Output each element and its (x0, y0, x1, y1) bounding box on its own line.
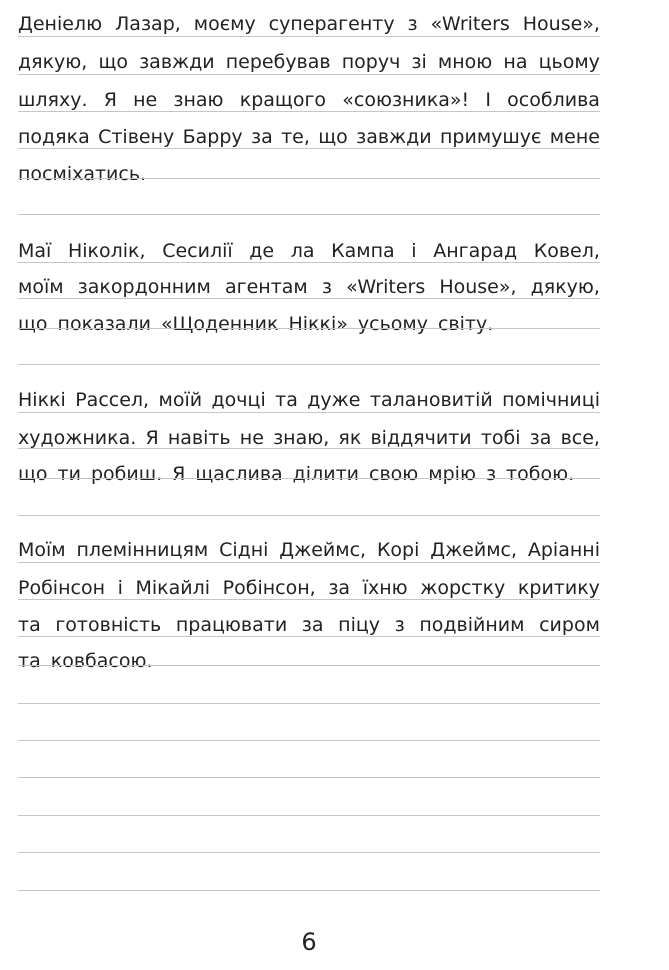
word: перебував (225, 51, 331, 73)
text-line (18, 605, 600, 635)
word: що (318, 126, 348, 148)
word: суперагенту (268, 13, 395, 35)
text-line (18, 154, 600, 184)
word: кращого (239, 89, 327, 111)
text-line (18, 80, 600, 110)
word: Сесилії (162, 240, 233, 262)
ruled-line (18, 777, 600, 778)
word: Лазар, (115, 13, 181, 35)
word: моїй (158, 389, 203, 411)
word: подяка (18, 126, 90, 148)
word: Маї (18, 240, 52, 262)
word: з (407, 13, 418, 35)
word: і (117, 577, 123, 599)
word: завжди (139, 51, 215, 73)
ruled-line (18, 599, 600, 600)
word: Стівену (98, 126, 175, 148)
word: House», (522, 13, 600, 35)
ruled-line (18, 703, 600, 704)
word: за (250, 126, 273, 148)
word: знаю (173, 89, 224, 111)
word: Деніелю (18, 13, 103, 35)
word: «Writers (346, 276, 426, 298)
ruled-line (18, 636, 600, 637)
word: Я (172, 463, 186, 485)
word: робиш. (90, 463, 163, 485)
word: дочці (211, 389, 266, 411)
word: знаю, (273, 427, 330, 449)
word: віддячити (370, 427, 472, 449)
word: Ніккі» (288, 313, 348, 335)
word: все, (560, 427, 600, 449)
word: І (485, 89, 491, 111)
word: Джеймс, (430, 539, 518, 561)
ruled-line (18, 478, 600, 479)
word: примушує (439, 126, 542, 148)
text-line (18, 267, 600, 297)
word: мрію (428, 463, 476, 485)
word: помічниці (502, 389, 600, 411)
word: Ангарад (433, 240, 518, 262)
word: Моїм (18, 539, 66, 561)
word: що (18, 463, 48, 485)
word: ділити (292, 463, 359, 485)
text-line (18, 42, 600, 72)
word: свою (369, 463, 419, 485)
ruled-line (18, 448, 600, 449)
ruled-line (18, 412, 600, 413)
word: Аріанні (527, 539, 600, 561)
word: мене (549, 126, 600, 148)
ruled-line (18, 562, 600, 563)
ruled-line (18, 515, 600, 516)
word: з (321, 276, 332, 298)
word: жорстку (420, 577, 506, 599)
word: ти (57, 463, 81, 485)
word: «Щоденник (160, 313, 279, 335)
ruled-line (18, 815, 600, 816)
text-line (18, 454, 600, 484)
word: Рассел, (75, 389, 150, 411)
word: Мікайлі (135, 577, 211, 599)
ruled-line (18, 890, 600, 891)
word: з (485, 463, 497, 485)
word: показали (57, 313, 151, 335)
word: ковбасою. (50, 650, 153, 672)
ruled-line (18, 262, 600, 263)
word: на (503, 51, 528, 73)
word: не (133, 89, 158, 111)
ruled-line (18, 214, 600, 215)
word: дуже (307, 389, 361, 411)
word: Корі (376, 539, 420, 561)
ruled-line (18, 148, 600, 149)
word: за (529, 427, 552, 449)
word: завжди (356, 126, 432, 148)
text-line (18, 380, 600, 410)
word: Робінсон (18, 577, 105, 599)
word: не (239, 427, 264, 449)
ruled-line (18, 665, 600, 666)
word: агентам (224, 276, 308, 298)
word: шляху. (18, 89, 88, 111)
word: «союзника»! (342, 89, 470, 111)
word: де (249, 240, 275, 262)
word: мною (437, 51, 493, 73)
word: щаслива (195, 463, 283, 485)
word: Робінсон, (222, 577, 316, 599)
word: працювати (175, 614, 288, 636)
word: моїм (18, 276, 64, 298)
page-number: 6 (301, 928, 317, 956)
ruled-line (18, 328, 600, 329)
word: Джеймс, (279, 539, 367, 561)
word: сиром (539, 614, 600, 636)
word: та (275, 389, 298, 411)
word: племінницям (76, 539, 209, 561)
word: тобою. (506, 463, 575, 485)
word: готовність (55, 614, 162, 636)
ruled-line (18, 74, 600, 75)
word: навіть (167, 427, 231, 449)
word: закордонним (77, 276, 211, 298)
word: художника. (18, 427, 137, 449)
word: Ковел, (533, 240, 600, 262)
word: і (411, 240, 417, 262)
word: тобі (480, 427, 521, 449)
word: з (394, 614, 405, 636)
word: Я (103, 89, 117, 111)
word: Кампа (331, 240, 395, 262)
word: що (98, 51, 128, 73)
word: світу. (437, 313, 494, 335)
word: Ніколік, (67, 240, 146, 262)
word: їхню (362, 577, 408, 599)
ruled-line (18, 298, 600, 299)
word: поруч (341, 51, 401, 73)
word: те, (281, 126, 310, 148)
word: ла (290, 240, 315, 262)
word: Я (145, 427, 159, 449)
text-line (18, 641, 600, 671)
word: та (18, 650, 41, 672)
word: талановитій (369, 389, 493, 411)
text-line (18, 4, 600, 34)
word: за (301, 614, 324, 636)
word: особлива (507, 89, 600, 111)
text-line (18, 568, 600, 598)
word: за (328, 577, 351, 599)
text-line (18, 231, 600, 261)
word: зі (411, 51, 427, 73)
text-line (18, 304, 600, 334)
word: дякую, (530, 276, 600, 298)
word: Ніккі (18, 389, 66, 411)
word: усьому (357, 313, 428, 335)
word: Сідні (219, 539, 269, 561)
text-line (18, 117, 600, 147)
text-line (18, 418, 600, 448)
word: піцу (338, 614, 381, 636)
word: дякую, (18, 51, 88, 73)
ruled-line (18, 852, 600, 853)
word: посміхатись. (18, 163, 147, 185)
word: Барру (182, 126, 243, 148)
ruled-line (18, 36, 600, 37)
word: House», (439, 276, 517, 298)
word: що (18, 313, 48, 335)
word: моєму (193, 13, 256, 35)
ruled-line (18, 364, 600, 365)
word: «Writers (430, 13, 510, 35)
ruled-line (18, 178, 600, 179)
word: та (18, 614, 41, 636)
word: як (338, 427, 362, 449)
word: подвійним (419, 614, 525, 636)
ruled-line (18, 111, 600, 112)
ruled-line (18, 740, 600, 741)
text-line (18, 530, 600, 560)
word: цьому (538, 51, 600, 73)
word: критику (517, 577, 600, 599)
